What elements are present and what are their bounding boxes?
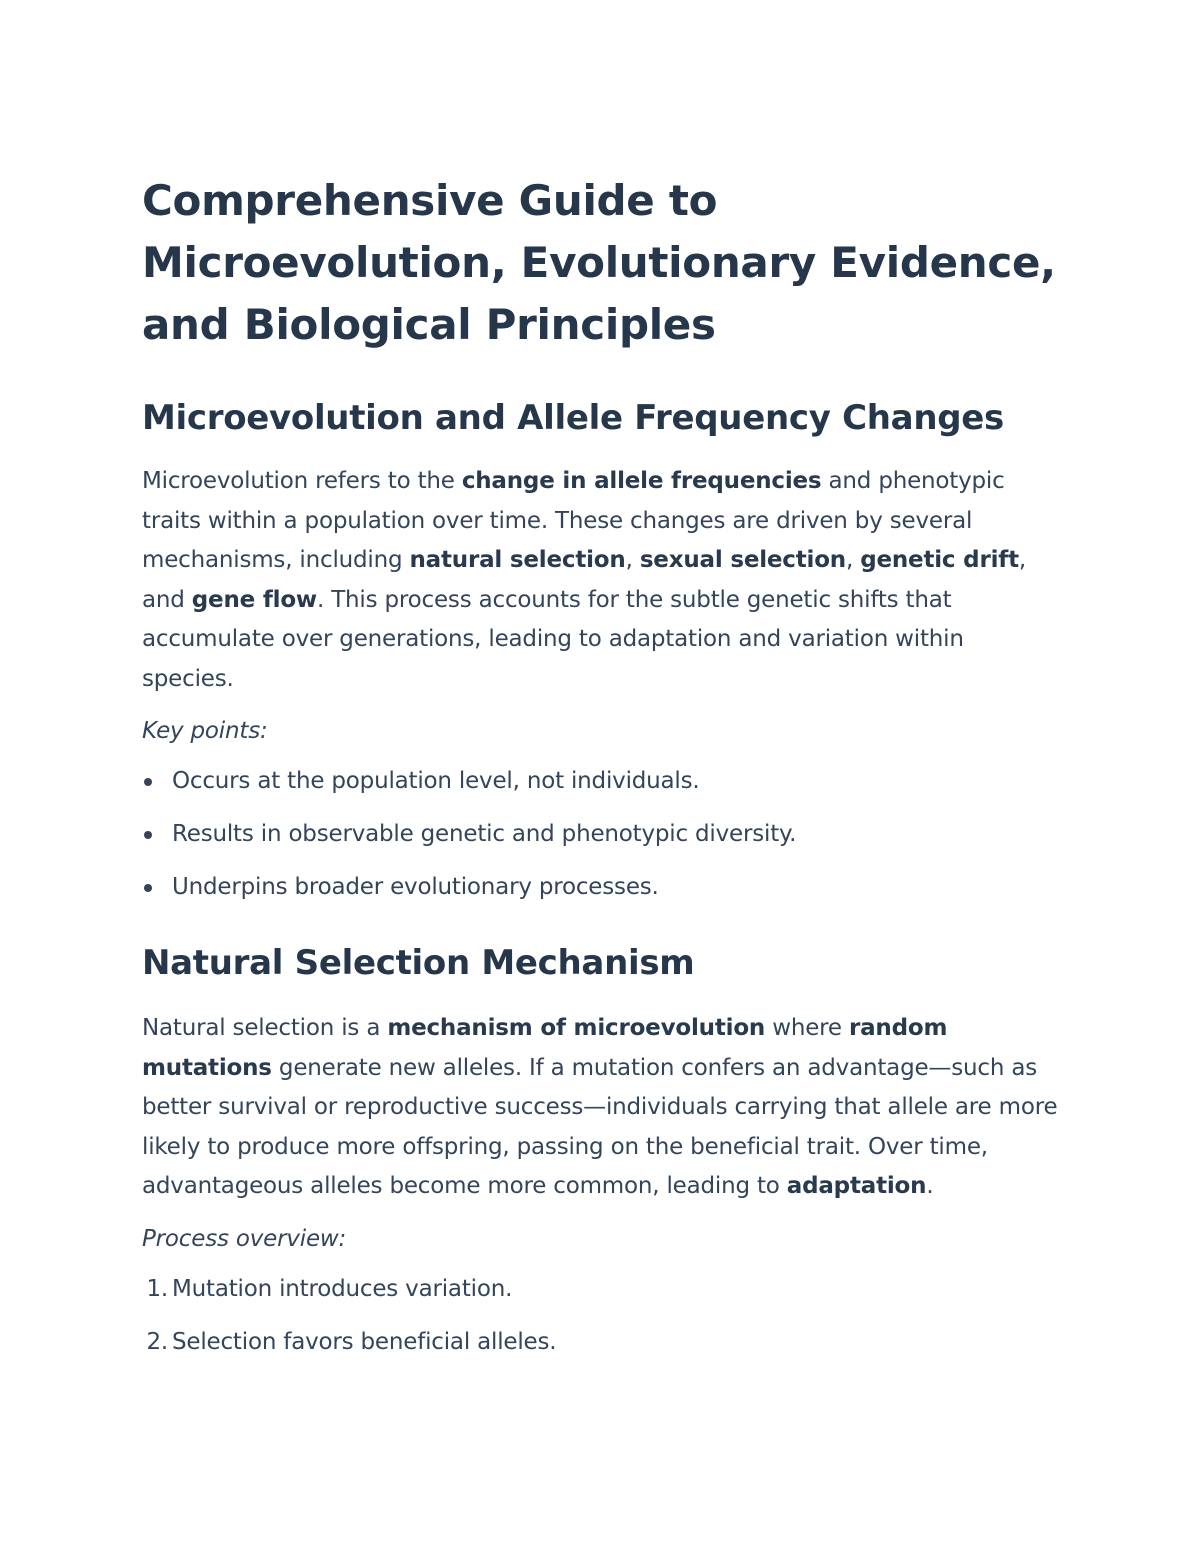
list-item-text: Underpins broader evolutionary processes. <box>172 874 659 900</box>
section-paragraph <box>142 1009 1062 1207</box>
text-run: and phenotypic traits within a population over time. These changes are driven by several mechanisms, including <box>142 468 1005 573</box>
bold-term: natural selection <box>409 547 626 573</box>
list-label: Process overview: <box>142 1225 347 1252</box>
bold-term: sexual selection <box>639 547 846 573</box>
text-run: Natural selection is a <box>142 1015 388 1041</box>
text-run: generate new alleles. If a mutation confers an advantage—such as better survival or reproductive success—individuals carrying that allele are more likely to produce more offspring, passing on the beneficial trait. Over time, advantageous alleles become more common, leading to <box>142 1054 1058 1199</box>
section-heading: Natural Selection Mechanism <box>142 943 695 983</box>
bullet-icon <box>144 884 152 892</box>
numbered-list <box>142 1269 1062 1362</box>
list-item-text: Mutation introduces variation. <box>172 1275 513 1302</box>
text-run: . <box>926 1173 934 1199</box>
list-item-text: Selection favors beneficial alleles. <box>172 1328 557 1355</box>
section-paragraph <box>142 462 1062 699</box>
list-number: 2. <box>146 1328 168 1355</box>
bullet-icon <box>144 831 152 839</box>
text-run: where <box>765 1015 849 1041</box>
document-content <box>142 170 1062 1375</box>
text-run: Microevolution refers to the <box>142 468 462 494</box>
bold-term: adaptation <box>786 1173 927 1199</box>
section-heading: Microevolution and Allele Frequency Changes <box>142 398 1004 438</box>
list-item-text: Occurs at the population level, not individuals. <box>172 768 700 794</box>
list-item <box>142 761 1062 801</box>
document-title: Comprehensive Guide to Microevolution, Evolutionary Evidence, and Biological Principles <box>142 176 1056 349</box>
list-item <box>142 867 1062 907</box>
text-run: , and <box>142 547 1026 613</box>
text-run: . This process accounts for the subtle genetic shifts that accumulate over generations, leading to adaptation and variation within species. <box>142 586 964 692</box>
bold-term: gene flow <box>191 586 317 613</box>
list-label: Key points: <box>142 718 268 744</box>
bold-term: random mutations <box>142 1015 948 1081</box>
section-microevolution <box>142 396 1062 907</box>
bold-term: mechanism of microevolution <box>387 1015 766 1041</box>
list-item <box>142 1269 1062 1309</box>
bullet-list <box>142 761 1062 907</box>
bold-term: change in allele frequencies <box>461 468 822 494</box>
list-item-text: Results in observable genetic and phenotypic diversity. <box>172 821 797 847</box>
text-run: , <box>845 547 861 573</box>
bullet-icon <box>144 778 152 786</box>
text-run: , <box>625 547 640 573</box>
list-number: 1. <box>146 1275 168 1302</box>
list-item <box>142 1322 1062 1362</box>
bold-term: genetic drift <box>860 547 1019 573</box>
list-item <box>142 814 1062 854</box>
section-natural-selection <box>142 941 1062 1362</box>
